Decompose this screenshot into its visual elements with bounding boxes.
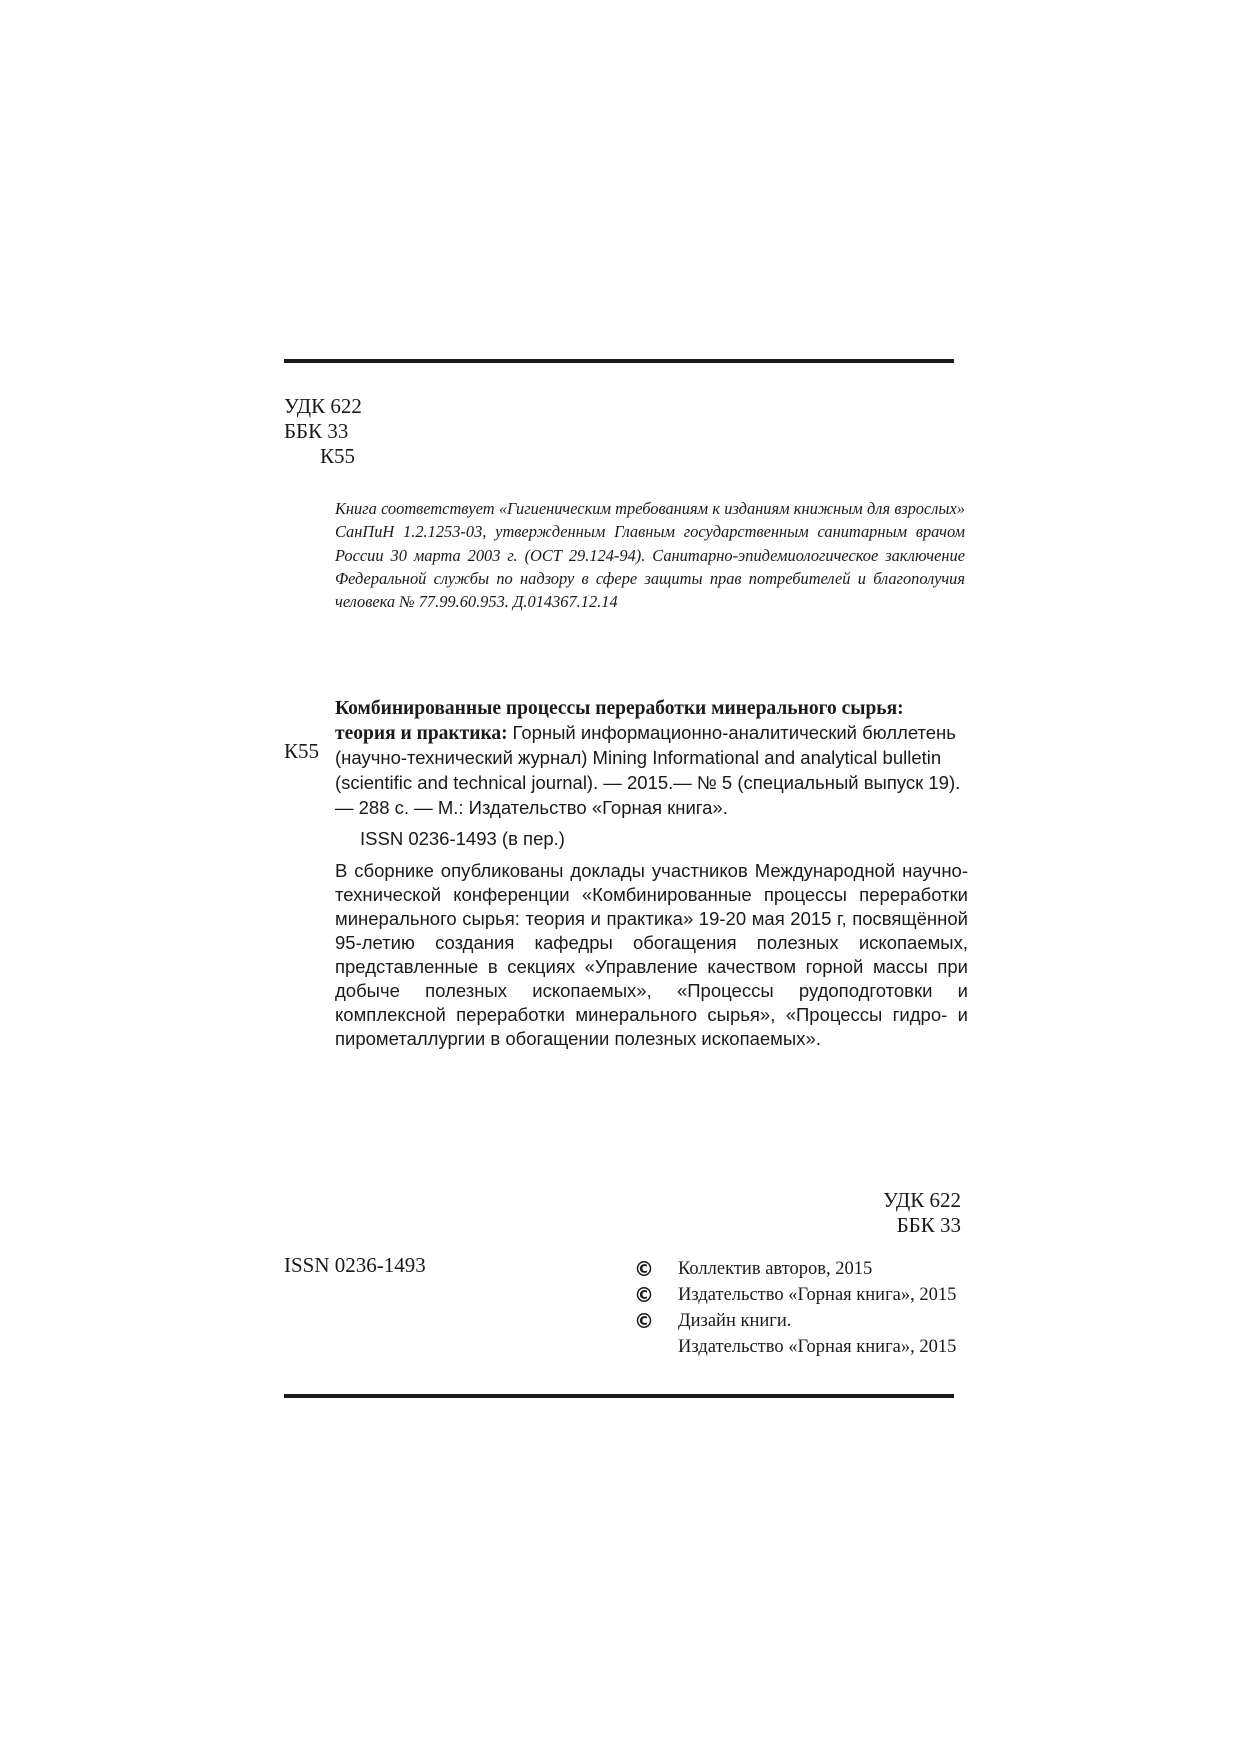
copyright-design — [634, 1308, 956, 1360]
copyright-authors-text: Коллектив авторов, 2015 — [678, 1259, 873, 1279]
book-description: Горный информационно-аналитический бюллетень (научно-технический журнал) Mining Informational and analytical bulletin (scientific and technical journal). — 2015.— № 5 (специальный выпуск 19). — 288 с. — М.: Издательство «Горная книга». — [335, 722, 961, 818]
copyright-icon: © — [634, 1257, 654, 1281]
author-sign: К55 — [320, 444, 356, 468]
udk-code: УДК 622 — [284, 394, 362, 418]
top-rule — [284, 359, 954, 363]
bottom-rule — [284, 1394, 954, 1398]
issn-binding: ISSN 0236-1493 (в пер.) — [360, 828, 565, 849]
copyright-publisher — [634, 1282, 956, 1308]
book-title: Комбинированные процессы переработки минерального сырья: теория и практика: — [335, 698, 904, 744]
sanpin-note: Книга соответствует «Гигиеническим требованиям к изданиям книжным для взрослых» СанПиН 1.2.1253-03, утвержденным Главным государственным санитарным врачом России 30 марта 2003 г. (ОСТ 29.124-94). Санитарно-эпидемиологическое заключение Федеральной службы по надзору в сфере защиты прав потребителей и благополучия человека № 77.99.60.953. Д.014367.12.14 — [335, 499, 965, 612]
bib-margin-sign: К55 — [284, 739, 320, 763]
footer-classification — [883, 1188, 961, 1238]
copyright-design-line1: Дизайн книги. — [678, 1311, 792, 1331]
copyright-design-line2: Издательство «Горная книга», 2015 — [678, 1337, 957, 1357]
copyright-design-text — [678, 1308, 956, 1360]
footer-udk: УДК 622 — [883, 1188, 961, 1212]
classification-block — [284, 394, 362, 469]
footer-issn: ISSN 0236-1493 — [284, 1253, 426, 1277]
bibliographic-record — [335, 697, 968, 821]
abstract: В сборнике опубликованы доклады участников Международной научно-технической конференции «Комбинированные процессы переработки минерального сырья: теория и практика» 19-20 мая 2015 г, посвящённой 95-летию создания кафедры обогащения полезных ископаемых, представленные в секциях «Управление качеством горной массы при добыче полезных ископаемых», «Процессы рудоподготовки и комплексной переработки минерального сырья», «Процессы гидро- и пирометаллургии в обогащении полезных ископаемых». — [335, 860, 968, 1049]
copyright-publisher-text: Издательство «Горная книга», 2015 — [678, 1285, 957, 1305]
bbk-code: ББК 33 — [284, 419, 349, 443]
footer-bbk: ББК 33 — [896, 1213, 961, 1237]
copyright-authors — [634, 1256, 956, 1282]
copyright-list — [634, 1256, 956, 1360]
copyright-icon: © — [634, 1283, 654, 1307]
copyright-icon: © — [634, 1309, 654, 1333]
